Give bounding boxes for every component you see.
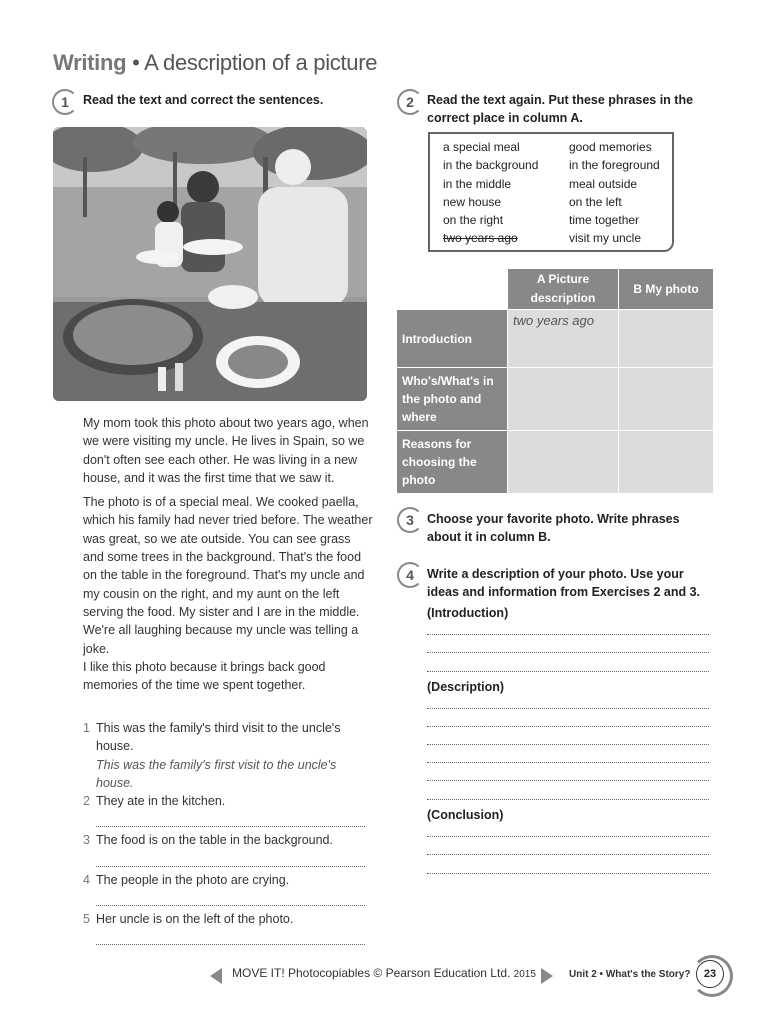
writing-line[interactable]: [427, 873, 709, 874]
page-title: [53, 50, 377, 76]
page-number: 23: [696, 960, 724, 988]
writing-line[interactable]: [427, 799, 709, 800]
phrase-column-right: [569, 138, 660, 248]
sentence-4-text: The people in the photo are crying.: [96, 872, 290, 887]
cell-b-whos-whats[interactable]: [619, 368, 714, 431]
sentence-2: [83, 792, 365, 827]
phrase-column-left: [443, 138, 538, 248]
title-bold: Writing: [53, 50, 127, 75]
phrase-item: on the left: [569, 194, 622, 209]
footer-year: 2015: [513, 969, 536, 980]
section-description-label: (Description): [427, 680, 505, 694]
phrase-item: new house: [443, 194, 502, 209]
section-introduction-label: (Introduction): [427, 606, 509, 620]
phrase-item: a special meal: [443, 140, 520, 154]
writing-line[interactable]: [427, 671, 709, 672]
exercise-2-instruction: Read the text again. Put these phrases in the correct place in column A.: [427, 93, 694, 125]
column-b-header: B My photo: [619, 269, 714, 310]
sentence-3: [83, 831, 365, 866]
cell-a-whos-whats[interactable]: [508, 368, 619, 431]
sentence-2-text: They ate in the kitchen.: [96, 794, 226, 809]
cell-b-reasons[interactable]: [619, 431, 714, 494]
prev-arrow-icon: [210, 968, 222, 984]
exercise-4-instruction: Write a description of your photo. Use your ideas and information from Exercises 2 and 3.: [427, 567, 701, 599]
phrase-item: on the right: [443, 213, 504, 228]
phrase-item: time together: [569, 213, 640, 228]
cell-a-introduction[interactable]: two years ago: [508, 310, 619, 368]
row-label-introduction: Introduction: [397, 310, 508, 368]
phrase-item: in the middle: [443, 176, 512, 191]
sentence-5: [83, 910, 365, 945]
exercise-3-instruction: Choose your favorite photo. Write phrases about it in column B.: [427, 512, 680, 544]
writing-line[interactable]: [427, 762, 709, 763]
table-corner: [397, 269, 508, 310]
writing-line[interactable]: [427, 780, 709, 781]
footer-copyright: [232, 966, 536, 980]
phrase-item: in the background: [443, 158, 539, 173]
writing-line[interactable]: [427, 744, 709, 745]
exercise-1-number: 1: [52, 89, 78, 115]
family-meal-photo: [53, 127, 367, 401]
writing-line[interactable]: [427, 652, 709, 653]
exercise-1-instruction: Read the text and correct the sentences.: [83, 93, 324, 107]
footer-unit: Unit 2 • What's the Story?: [569, 969, 691, 980]
sentence-1-text: This was the family's third visit to the uncle's house.: [96, 721, 341, 754]
sentence-3-number: 3: [83, 833, 90, 848]
phrase-item: visit my uncle: [569, 231, 642, 246]
column-a-header: A Picture description: [508, 269, 619, 310]
sentence-3-text: The food is on the table in the background.: [96, 833, 333, 848]
phrase-box: [428, 132, 674, 252]
reading-paragraph-1: My mom took this photo about two years ago, when we were visiting my uncle. He lives in Spain, so we don't often see each other. He was living in a new house, and it was the first time that we saw it.: [83, 416, 369, 485]
answer-line-2[interactable]: [96, 814, 365, 827]
exercise-2-number: 2: [397, 89, 423, 115]
phrase-item: good memories: [569, 140, 652, 154]
writing-line[interactable]: [427, 836, 709, 837]
cell-b-introduction[interactable]: [619, 310, 714, 368]
sentence-1: [83, 719, 365, 792]
sentence-5-text: Her uncle is on the left of the photo.: [96, 912, 294, 927]
cell-a-reasons[interactable]: [508, 431, 619, 494]
reading-paragraph-2: The photo is of a special meal. We cooked paella, which his family had never tried before. The weather was great, so we ate outside. You can see grass and some trees in the background. That's the food on the table in the foreground. That's my uncle and my cousin on the right, and my aunt on the left serving the food. My sister and I are in the middle. We're all laughing because my uncle was telling a joke.: [83, 495, 373, 656]
footer-copyright-text: MOVE IT! Photocopiables © Pearson Education Ltd.: [232, 966, 511, 980]
exercise-3-number: 3: [397, 507, 423, 533]
sentence-4-number: 4: [83, 872, 90, 887]
sentence-4: [83, 871, 365, 906]
sentence-1-number: 1: [83, 721, 90, 735]
answer-line-3[interactable]: [96, 854, 365, 867]
writing-line[interactable]: [427, 708, 709, 709]
sentence-5-number: 5: [83, 912, 90, 927]
next-arrow-icon: [541, 968, 553, 984]
answer-line-4[interactable]: [96, 893, 365, 906]
exercise-4-number: 4: [397, 562, 423, 588]
row-label-whos-whats: Who's/What's in the photo and where: [397, 368, 508, 431]
writing-line[interactable]: [427, 854, 709, 855]
section-conclusion-label: (Conclusion): [427, 808, 504, 822]
sentence-1-answer: This was the family's first visit to the uncle's house.: [96, 757, 337, 790]
writing-line[interactable]: [427, 634, 709, 635]
title-rest: • A description of a picture: [126, 50, 378, 75]
reading-text: [83, 414, 373, 700]
correction-sentences: [83, 719, 365, 949]
picture-description-table: [396, 268, 714, 494]
sentence-2-number: 2: [83, 794, 90, 809]
writing-line[interactable]: [427, 726, 709, 727]
phrase-item: in the foreground: [569, 158, 660, 173]
phrase-item-used: two years ago: [443, 231, 518, 246]
answer-line-5[interactable]: [96, 932, 365, 945]
phrase-item: meal outside: [569, 176, 638, 191]
reading-paragraph-3: I like this photo because it brings back good memories of the time we spent together.: [83, 659, 326, 693]
photo-illustration: [53, 127, 367, 401]
row-label-reasons: Reasons for choosing the photo: [397, 431, 508, 494]
